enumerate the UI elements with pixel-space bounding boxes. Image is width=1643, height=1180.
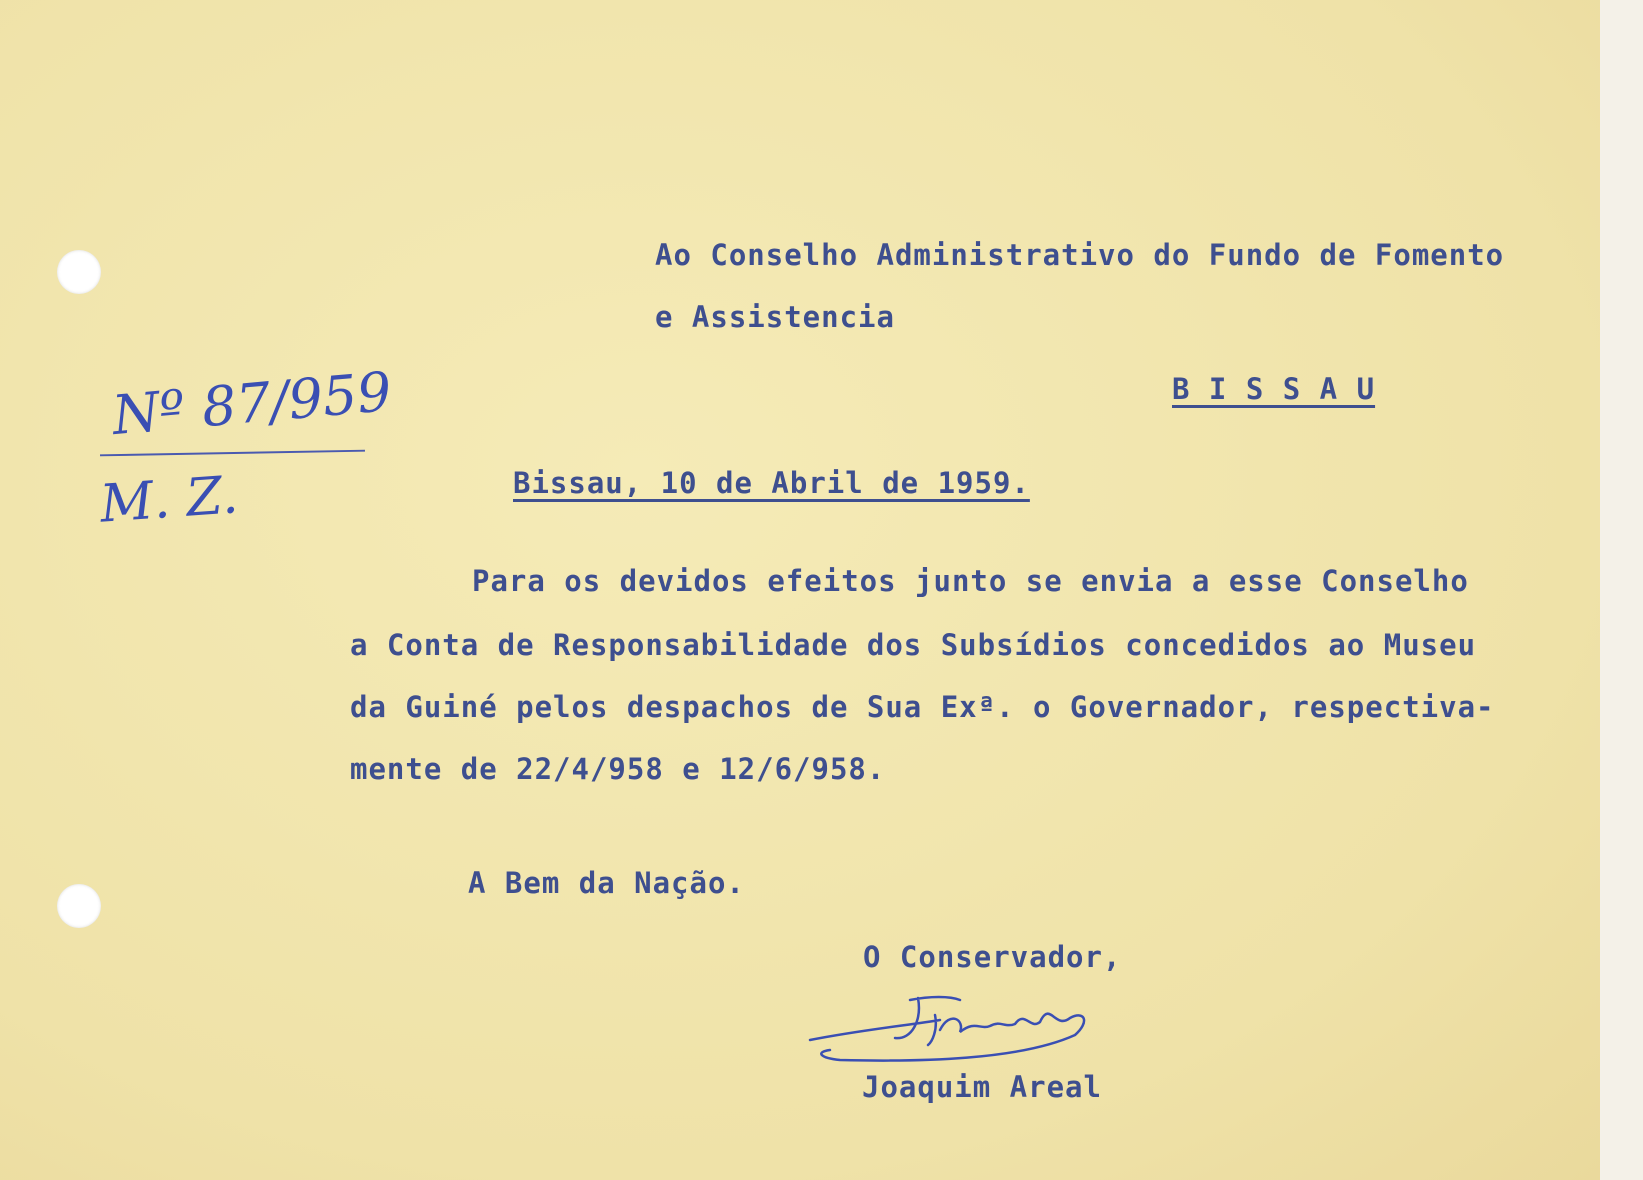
body-line-3: da Guiné pelos despachos de Sua Exª. o Governador, respectiva-: [350, 690, 1495, 724]
signatory-name: Joaquim Areal: [862, 1070, 1102, 1104]
body-line-4: mente de 22/4/958 e 12/6/958.: [350, 752, 886, 786]
addressee-line-1: Ao Conselho Administrativo do Fundo de Fomento: [655, 238, 1505, 272]
body-line-1: Para os devidos efeitos junto se envia a esse Conselho: [472, 564, 1469, 598]
body-line-2: a Conta de Responsabilidade dos Subsídios concedidos ao Museu: [350, 628, 1477, 662]
punch-hole-bottom: [57, 884, 101, 928]
punch-hole-top: [57, 250, 101, 294]
date-line: Bissau, 10 de Abril de 1959.: [513, 466, 1030, 500]
signatory-title: O Conservador,: [863, 940, 1122, 974]
scan-margin: [1600, 0, 1643, 1180]
addressee-city: B I S S A U: [1172, 372, 1376, 406]
closing-salutation: A Bem da Nação.: [468, 866, 745, 900]
reference-number: Nº 87/959: [109, 359, 395, 448]
reference-initials: M. Z.: [98, 465, 240, 535]
addressee-line-2: e Assistencia: [655, 300, 895, 334]
